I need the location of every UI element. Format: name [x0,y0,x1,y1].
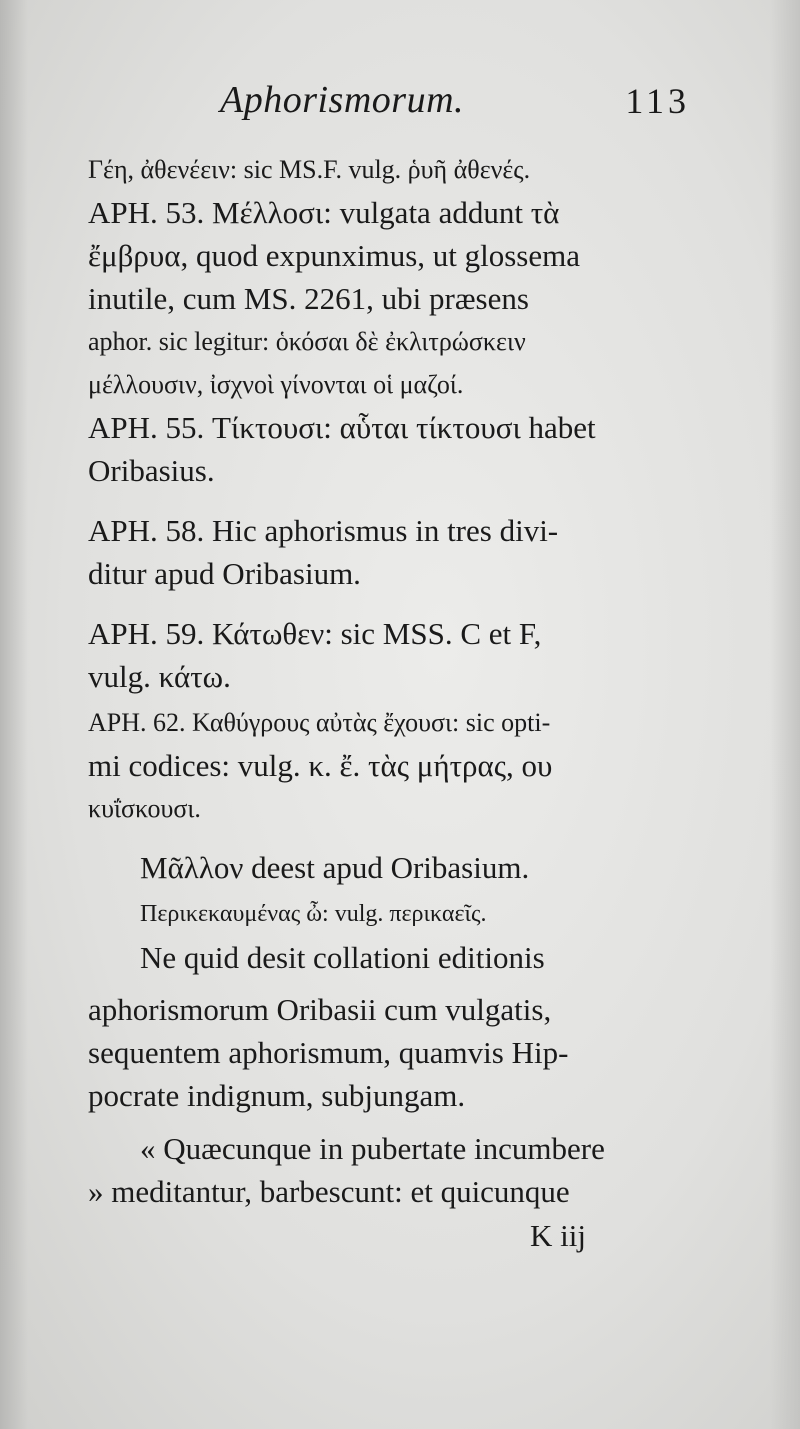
text-line: aphor. sic legitur: ὁκόσαι δὲ ἐκλιτρώσκειν [88,327,526,356]
text-line: APH. 55. Τίκτουσι: αὗται τίκτουσι habet [88,410,596,445]
text-line: pocrate indignum, subjungam. [88,1078,466,1113]
text-line: sequentem aphorismum, quamvis Hip- [88,1035,569,1070]
running-title: Aphorismorum. [220,79,465,121]
text-line: vulg. κάτω. [88,659,231,694]
text-line: APH. 62. Καθύγρους αὐτὰς ἔχουσι: sic opti- [88,708,551,737]
page-number: 113 [625,81,690,121]
text-line: Περικεκαυμένας ὦ: vulg. περικαεῖς. [140,901,487,927]
text-line: Oribasius. [88,453,215,488]
text-line: ditur apud Oribasium. [88,556,361,591]
page-edge-shadow-left [0,0,28,1429]
text-line: mi codices: vulg. κ. ἔ. τὰς μήτρας, ου [88,748,553,783]
text-line: Ne quid desit collationi editionis [140,940,545,975]
text-line: APH. 58. Hic aphorismus in tres divi- [88,513,559,548]
text-line: Μᾶλλον deest apud Oribasium. [140,850,530,885]
text-line: APH. 53. Μέλλοσι: vulgata addunt τὰ [88,195,560,230]
text-line: μέλλουσιν, ἰσχνοὶ γίνονται οἱ μαζοί. [88,370,464,399]
text-line: « Quæcunque in pubertate incumbere [140,1131,605,1166]
text-line: κυΐσκουσι. [88,794,201,823]
page-edge-shadow-right [770,0,800,1429]
text-line: Γέη, ἀθενέειν: sic MS.F. vulg. ῥυῆ ἀθενές. [88,155,531,184]
text-line: ἔμβρυα, quod expunximus, ut glossema [88,238,581,273]
text-line: APH. 59. Κάτωθεν: sic MSS. C et F, [88,616,542,651]
text-line: inutile, cum MS. 2261, ubi præsens [88,281,529,316]
text-line: » meditantur, barbescunt: et quicunque [88,1174,570,1209]
catchword-signature: K iij [530,1218,586,1253]
text-line: aphorismorum Oribasii cum vulgatis, [88,992,552,1027]
running-head [220,78,690,128]
